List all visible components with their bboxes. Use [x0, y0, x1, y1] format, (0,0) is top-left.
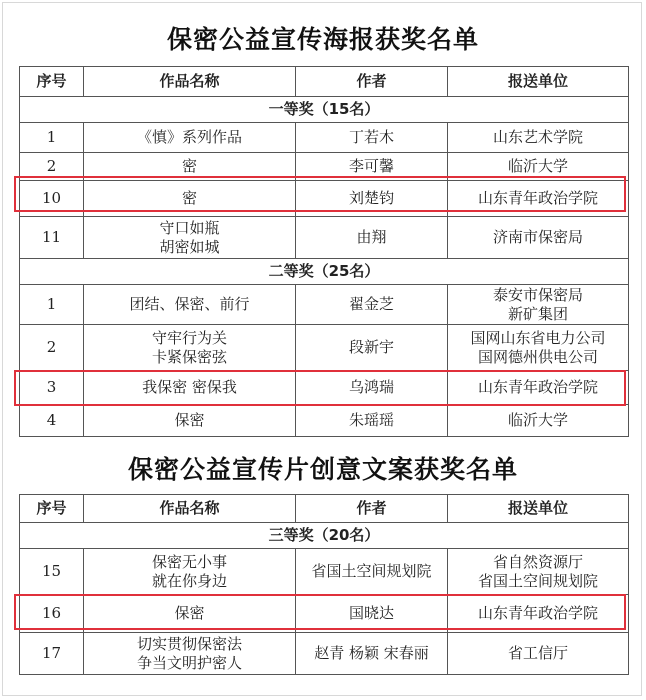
submitting-unit-line: 新矿集团	[507, 304, 568, 323]
work-title	[84, 153, 296, 181]
work-title-line: 我保密 密保我	[142, 378, 237, 396]
work-title-line: 守牢行为关	[151, 328, 227, 347]
submitting-unit-line: 国网山东省电力公司	[470, 328, 606, 347]
table-row	[20, 325, 629, 371]
submitting-unit-line: 山东艺术学院	[492, 128, 583, 146]
table-row	[20, 549, 629, 595]
work-title-line: 保密	[174, 604, 205, 622]
submitting-unit-line: 国网德州供电公司	[477, 347, 598, 366]
work-title	[84, 405, 296, 437]
author-name: 刘楚钧	[296, 181, 448, 217]
submitting-unit-line: 省自然资源厅	[492, 552, 583, 571]
submitting-unit-line: 山东青年政治学院	[477, 189, 598, 207]
award-level-row	[20, 259, 629, 285]
award-level-label: 二等奖（25名）	[20, 259, 629, 285]
submitting-unit	[448, 371, 629, 405]
row-no: 1	[20, 285, 84, 325]
author-name: 段新宇	[296, 325, 448, 371]
header-work: 作品名称	[84, 495, 296, 523]
row-no: 17	[20, 633, 84, 675]
author-name: 乌鸿瑞	[296, 371, 448, 405]
work-title	[84, 371, 296, 405]
table-row	[20, 595, 629, 633]
work-title-line: 就在你身边	[151, 571, 227, 590]
submitting-unit	[448, 123, 629, 153]
author-name: 省国土空间规划院	[296, 549, 448, 595]
submitting-unit	[448, 285, 629, 325]
table-row	[20, 371, 629, 405]
submitting-unit	[448, 153, 629, 181]
table-row	[20, 217, 629, 259]
row-no: 2	[20, 325, 84, 371]
author-name: 国晓达	[296, 595, 448, 633]
header-unit: 报送单位	[448, 495, 629, 523]
row-no: 15	[20, 549, 84, 595]
row-no: 3	[20, 371, 84, 405]
submitting-unit	[448, 181, 629, 217]
submitting-unit-line: 省国土空间规划院	[477, 571, 598, 590]
row-no: 1	[20, 123, 84, 153]
submitting-unit	[448, 549, 629, 595]
work-title	[84, 285, 296, 325]
submitting-unit	[448, 633, 629, 675]
row-no: 11	[20, 217, 84, 259]
work-title	[84, 633, 296, 675]
submitting-unit-line: 临沂大学	[507, 411, 568, 429]
row-no: 2	[20, 153, 84, 181]
header-no: 序号	[20, 495, 84, 523]
work-title	[84, 595, 296, 633]
submitting-unit	[448, 405, 629, 437]
work-title-line: 保密无小事	[151, 552, 227, 571]
author-name: 赵青 杨颖 宋春丽	[296, 633, 448, 675]
award-level-label: 三等奖（20名）	[20, 523, 629, 549]
author-name: 丁若木	[296, 123, 448, 153]
table-row	[20, 153, 629, 181]
row-no: 10	[20, 181, 84, 217]
table-row	[20, 633, 629, 675]
author-name: 朱瑶瑶	[296, 405, 448, 437]
work-title-line: 团结、保密、前行	[129, 295, 250, 313]
submitting-unit-line: 济南市保密局	[492, 228, 583, 246]
copywriting-award-table	[19, 494, 629, 675]
work-title-line: 密	[181, 157, 197, 175]
work-title-line: 密	[181, 189, 197, 207]
work-title-line: 争当文明护密人	[136, 653, 242, 672]
submitting-unit	[448, 595, 629, 633]
author-name: 李可馨	[296, 153, 448, 181]
submitting-unit-line: 山东青年政治学院	[477, 604, 598, 622]
work-title-line: 胡密如城	[159, 237, 220, 256]
submitting-unit	[448, 325, 629, 371]
work-title	[84, 549, 296, 595]
work-title	[84, 325, 296, 371]
row-no: 16	[20, 595, 84, 633]
work-title	[84, 217, 296, 259]
table-row	[20, 123, 629, 153]
author-name: 翟金芝	[296, 285, 448, 325]
work-title	[84, 181, 296, 217]
table-header-row	[20, 67, 629, 97]
submitting-unit-line: 临沂大学	[507, 157, 568, 175]
copywriting-list-title: 保密公益宣传片创意文案获奖名单	[127, 455, 518, 484]
award-level-row	[20, 523, 629, 549]
work-title-line: 保密	[174, 411, 205, 429]
submitting-unit-line: 省工信厅	[507, 644, 568, 662]
row-no: 4	[20, 405, 84, 437]
author-name: 由翔	[296, 217, 448, 259]
submitting-unit-line: 泰安市保密局	[492, 285, 583, 304]
work-title-line: 守口如瓶	[159, 218, 220, 237]
award-level-row	[20, 97, 629, 123]
work-title	[84, 123, 296, 153]
header-unit: 报送单位	[448, 67, 629, 97]
poster-list-title: 保密公益宣传海报获奖名单	[166, 25, 479, 54]
header-work: 作品名称	[84, 67, 296, 97]
work-title-line: 卡紧保密弦	[151, 347, 227, 366]
header-author: 作者	[296, 495, 448, 523]
award-level-label: 一等奖（15名）	[20, 97, 629, 123]
poster-award-table	[19, 66, 629, 437]
table-row	[20, 181, 629, 217]
table-row	[20, 285, 629, 325]
work-title-line: 切实贯彻保密法	[136, 634, 242, 653]
header-author: 作者	[296, 67, 448, 97]
header-no: 序号	[20, 67, 84, 97]
work-title-line: 《慎》系列作品	[136, 128, 242, 146]
submitting-unit	[448, 217, 629, 259]
table-row	[20, 405, 629, 437]
table-header-row	[20, 495, 629, 523]
submitting-unit-line: 山东青年政治学院	[477, 378, 598, 396]
